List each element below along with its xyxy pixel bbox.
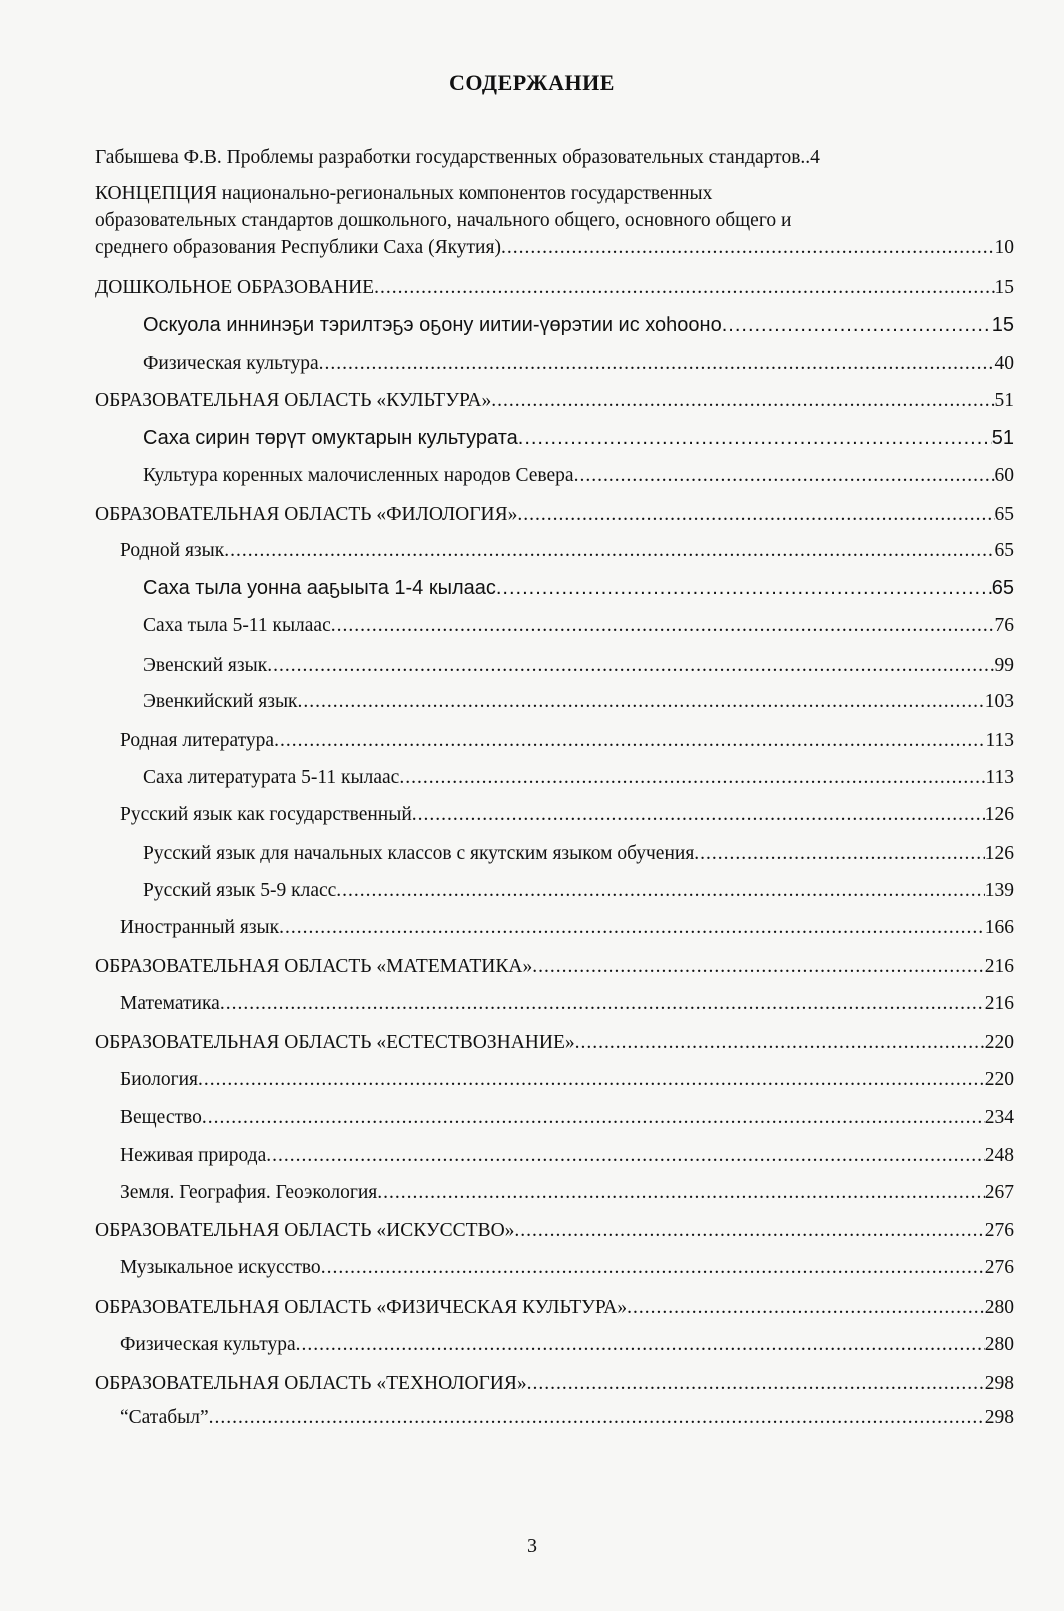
- toc-entry-page: 40: [994, 353, 1014, 374]
- toc-entry: [120, 1144, 1014, 1168]
- toc-entry-page: 276: [984, 1257, 1014, 1278]
- toc-entry-page: 65: [994, 540, 1014, 561]
- toc-entry-label: Русский язык для начальных классов с якутским языком обучения: [143, 843, 695, 864]
- toc-entry-label: ОБРАЗОВАТЕЛЬНАЯ ОБЛАСТЬ «ИСКУССТВО»: [95, 1220, 515, 1241]
- toc-entry-label: Неживая природа: [120, 1145, 267, 1166]
- leader-dots: [532, 955, 985, 979]
- leader-dots: [501, 234, 995, 261]
- toc-entry-page: 248: [984, 1145, 1014, 1166]
- toc-entry-page: 4: [810, 147, 820, 168]
- toc-entry-page: 65: [991, 577, 1014, 599]
- toc-entry-label: среднего образования Республики Саха (Якутия): [95, 237, 501, 258]
- toc-entry: [143, 690, 1014, 714]
- toc-section-heading: [95, 955, 1014, 979]
- leader-dots: [266, 1144, 985, 1168]
- toc-entry-page: 298: [984, 1373, 1014, 1394]
- toc-entry-label: Саха тыла уонна ааҕыыта 1-4 кылаас: [143, 577, 496, 599]
- toc-entry-label: ДОШКОЛЬНОЕ ОБРАЗОВАНИЕ: [95, 277, 375, 298]
- toc-entry: [120, 1068, 1014, 1092]
- leader-dots: [336, 879, 984, 903]
- toc-entry-page: 15: [994, 277, 1014, 298]
- toc-entry: [120, 916, 1014, 940]
- leader-dots: [517, 503, 994, 527]
- toc-entry: [143, 766, 1014, 790]
- toc-entry: [143, 879, 1014, 903]
- toc-entry-page: 10: [994, 237, 1014, 258]
- toc-section-heading: [95, 1031, 1014, 1055]
- toc-section-heading: [95, 276, 1014, 300]
- toc-entry-page: 220: [984, 1069, 1014, 1090]
- toc-entry: [120, 1256, 1014, 1280]
- leader-dots: [412, 803, 985, 827]
- toc-entry-page: 76: [994, 615, 1014, 636]
- leader-dots: [274, 729, 985, 753]
- toc-entry: [120, 1406, 1014, 1430]
- leader-dots: [374, 276, 994, 300]
- toc-entry: [143, 576, 1014, 600]
- toc-entry-label: Физическая культура: [120, 1334, 296, 1355]
- toc-entry: [120, 803, 1014, 827]
- page-number: 3: [527, 1535, 537, 1557]
- toc-entry-label: Иностранный язык: [120, 917, 280, 938]
- toc-entry: [143, 842, 1014, 866]
- toc-entry: [120, 729, 1014, 753]
- toc-entry-label: Эвенкийский язык: [143, 691, 298, 712]
- leader-dots: [220, 992, 985, 1016]
- leader-dots: [198, 1068, 985, 1092]
- toc-entry-page: 126: [984, 804, 1014, 825]
- toc-entry: [120, 1181, 1014, 1205]
- toc-entry-page: 216: [984, 956, 1014, 977]
- leader-dots: [224, 539, 994, 563]
- toc-entry-label: Эвенский язык: [143, 655, 268, 676]
- leader-dots: [331, 614, 995, 638]
- leader-dots: [296, 1333, 985, 1357]
- toc-entry-label: ОБРАЗОВАТЕЛЬНАЯ ОБЛАСТЬ «ФИЛОЛОГИЯ»: [95, 504, 518, 525]
- toc-entry-label: Саха тыла 5-11 кылаас: [143, 615, 331, 636]
- toc-entry-page: 267: [984, 1182, 1014, 1203]
- toc-entry-page: 99: [994, 655, 1014, 676]
- toc-entry-label: ОБРАЗОВАТЕЛЬНАЯ ОБЛАСТЬ «ФИЗИЧЕСКАЯ КУЛЬТУРА»: [95, 1297, 628, 1318]
- toc-entry-page: 126: [984, 843, 1014, 864]
- toc-entry-page: 216: [984, 993, 1014, 1014]
- toc-entry-label: Культура коренных малочисленных народов Севера: [143, 465, 574, 486]
- leader-dots: [694, 842, 984, 866]
- toc-entry: [143, 352, 1014, 376]
- toc-entry-page: 166: [984, 917, 1014, 938]
- toc-entry-label: Физическая культура: [143, 353, 319, 374]
- toc-entry-page: 51: [994, 390, 1014, 411]
- leader-dots: [321, 1256, 985, 1280]
- toc-entry-page: 139: [984, 880, 1014, 901]
- toc-entry-label: ОБРАЗОВАТЕЛЬНАЯ ОБЛАСТЬ «МАТЕМАТИКА»: [95, 956, 533, 977]
- toc-entry: [120, 1106, 1014, 1130]
- toc-section-heading: [95, 1372, 1014, 1396]
- leader-dots: [298, 690, 985, 714]
- toc-entry: [120, 1333, 1014, 1357]
- toc-entry: [143, 426, 1014, 450]
- leader-dots: [627, 1296, 985, 1320]
- toc-entry-label: Оскуола иннинэҕи тэрилтэҕэ оҕону иитии-үөрэтии ис хоһооно: [143, 314, 722, 336]
- toc-entry-label: Саха сирин төрүт омуктарын культурата: [143, 427, 518, 449]
- toc-entry-page: 103: [984, 691, 1014, 712]
- toc-entry-page: 234: [984, 1107, 1014, 1128]
- toc-entry-label: Русский язык как государственный: [120, 804, 412, 825]
- toc-entry-label-line: образовательных стандартов дошкольного, начального общего, основного общего и: [95, 210, 792, 231]
- toc-entry-page: 280: [984, 1334, 1014, 1355]
- toc-entry-page: 15: [991, 314, 1014, 336]
- toc-entry: [95, 146, 1014, 170]
- leader-dots: [209, 1406, 985, 1430]
- leader-dots: [202, 1106, 985, 1130]
- toc-entry-page: 51: [991, 427, 1014, 449]
- leader-dots: [722, 313, 992, 337]
- toc-entry: [143, 313, 1014, 337]
- toc-entry-label: Родная литература: [120, 730, 275, 751]
- toc-section-heading: [95, 1296, 1014, 1320]
- toc-entry: [95, 180, 1014, 261]
- toc-entry: [120, 992, 1014, 1016]
- toc-entry-label: Земля. География. Геоэкология: [120, 1182, 378, 1203]
- toc-section-heading: [95, 389, 1014, 413]
- toc-entry-page: 113: [985, 767, 1014, 788]
- toc-entry-label: Музыкальное искусство: [120, 1257, 321, 1278]
- toc-entry-label: Габышева Ф.В. Проблемы разработки государственных образовательных стандартов..: [95, 147, 811, 168]
- toc-entry-label: ОБРАЗОВАТЕЛЬНАЯ ОБЛАСТЬ «ТЕХНОЛОГИЯ»: [95, 1373, 527, 1394]
- toc-section-heading: [95, 1219, 1014, 1243]
- toc-entry-page: 220: [984, 1032, 1014, 1053]
- toc-section-heading: [95, 503, 1014, 527]
- toc-entry-page: 298: [984, 1407, 1014, 1428]
- leader-dots: [399, 766, 985, 790]
- leader-dots: [491, 389, 994, 413]
- toc-entry-label: Саха литературата 5-11 кылаас: [143, 767, 400, 788]
- leader-dots: [574, 464, 995, 488]
- toc-entry-page: 65: [994, 504, 1014, 525]
- toc-entry-page: 113: [985, 730, 1014, 751]
- leader-dots: [267, 654, 994, 678]
- toc-entry: [143, 614, 1014, 638]
- leader-dots: [496, 576, 992, 600]
- toc-entry-label: “Сатабыл”: [120, 1407, 209, 1428]
- leader-dots: [518, 426, 992, 450]
- toc-entry-page: 280: [984, 1297, 1014, 1318]
- toc-entry-label: Вещество: [120, 1107, 202, 1128]
- toc-entry-label: ОБРАЗОВАТЕЛЬНАЯ ОБЛАСТЬ «КУЛЬТУРА»: [95, 390, 492, 411]
- toc-entry-label: Русский язык 5-9 класс: [143, 880, 337, 901]
- leader-dots: [575, 1031, 985, 1055]
- leader-dots: [319, 352, 995, 376]
- toc-entry-label: ОБРАЗОВАТЕЛЬНАЯ ОБЛАСТЬ «ЕСТЕСТВОЗНАНИЕ»: [95, 1032, 575, 1053]
- toc-entry: [143, 464, 1014, 488]
- toc-entry-page: 60: [994, 465, 1014, 486]
- toc-entry: [120, 539, 1014, 563]
- leader-dots: [279, 916, 985, 940]
- toc-entry-label-line: КОНЦЕПЦИЯ национально-региональных компонентов государственных: [95, 183, 713, 204]
- page-title: СОДЕРЖАНИЕ: [449, 70, 615, 95]
- toc-entry-page: 276: [984, 1220, 1014, 1241]
- toc-entry-label: Биология: [120, 1069, 199, 1090]
- leader-dots: [527, 1372, 985, 1396]
- toc-entry-label: Математика: [120, 993, 220, 1014]
- toc-entry-label: Родной язык: [120, 540, 225, 561]
- leader-dots: [377, 1181, 984, 1205]
- toc-entry: [143, 654, 1014, 678]
- leader-dots: [514, 1219, 984, 1243]
